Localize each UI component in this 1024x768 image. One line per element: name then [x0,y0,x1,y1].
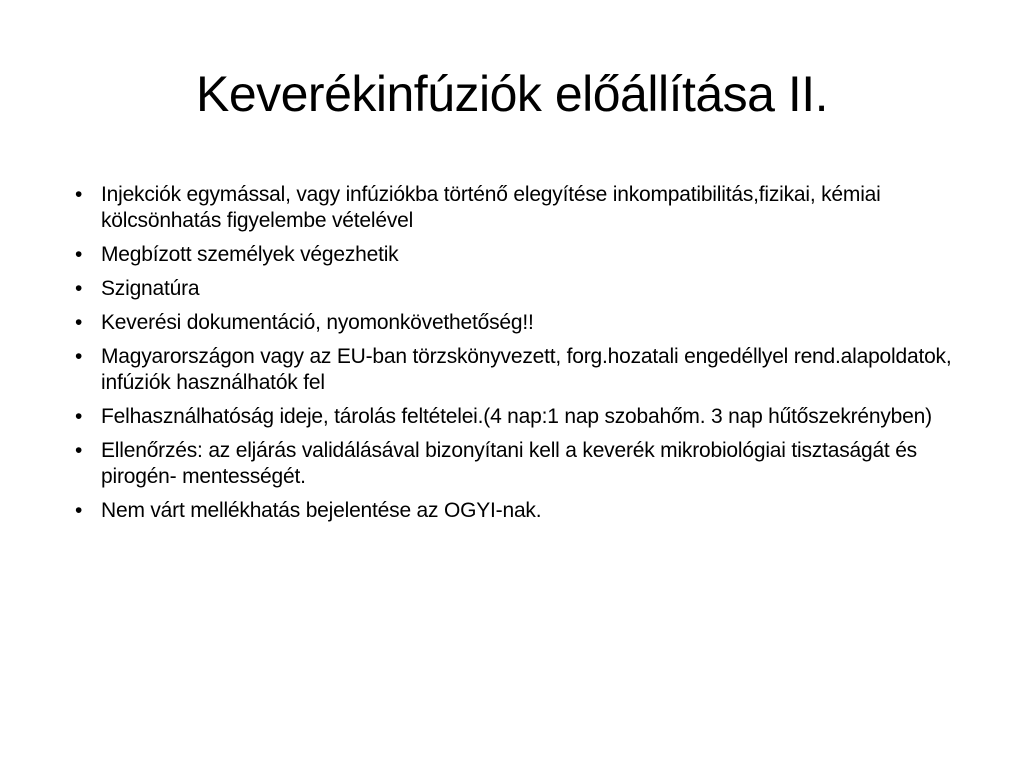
bullet-text: Megbízott személyek végezhetik [101,243,399,266]
bullet-item [75,438,975,490]
bullet-item [75,310,975,336]
bullet-marker: • [75,345,83,368]
bullet-text: Nem várt mellékhatás bejelentése az OGYI-nak. [101,499,542,522]
bullet-text: Injekciók egymással, vagy infúziókba történő elegyítése inkompatibilitás,fizikai, kémiai kölcsönhatás figyelembe vételével [101,183,881,232]
bullet-item [75,344,975,396]
slide-title: Keverékinfúziók előállítása II. [195,66,829,122]
bullet-marker: • [75,405,83,428]
bullet-marker: • [75,183,83,206]
bullet-text: Szignatúra [101,277,200,300]
bullet-marker: • [75,499,83,522]
bullet-item [75,404,975,430]
bullet-marker: • [75,243,83,266]
bullet-text: Felhasználhatóság ideje, tárolás feltételei.(4 nap:1 nap szobahőm. 3 nap hűtőszekrényben) [101,405,932,428]
bullet-marker: • [75,277,83,300]
bullet-item [75,276,975,302]
bullet-item [75,182,975,234]
bullet-marker: • [75,439,83,462]
bullet-marker: • [75,311,83,334]
bullet-text: Ellenőrzés: az eljárás validálásával bizonyítani kell a keverék mikrobiológiai tisztaságát és pirogén- mentességét. [101,439,917,488]
bullet-text: Keverési dokumentáció, nyomonkövethetőség!! [101,311,534,334]
bullet-item [75,242,975,268]
bullet-item [75,498,975,524]
bullet-list [75,182,975,532]
bullet-text: Magyarországon vagy az EU-ban törzskönyvezett, forg.hozatali engedéllyel rend.alapoldatok, infúziók használhatók fel [101,345,952,394]
